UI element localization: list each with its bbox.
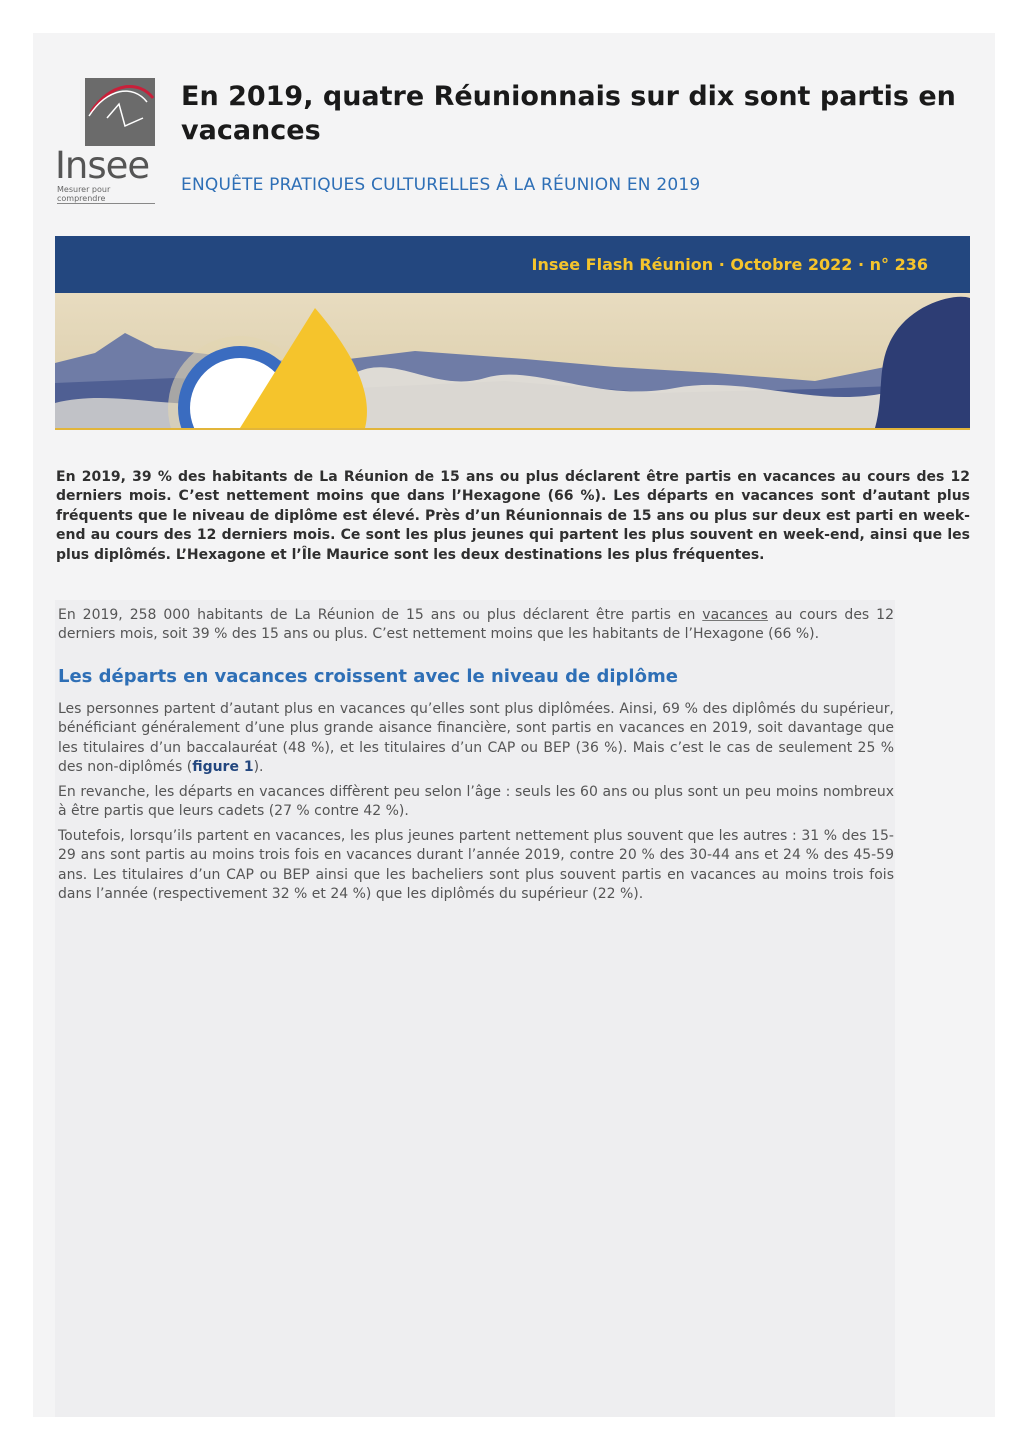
figure-1-link[interactable]: figure 1	[192, 759, 254, 776]
section-paragraph-2: En revanche, les départs en vacances diffèrent peu selon l’âge : seuls les 60 ans ou plus sont un peu moins nombreux à être partis que leurs cadets (27 % contre 42 %).	[58, 784, 894, 820]
logo-tagline: Mesurer pour comprendre	[57, 185, 155, 204]
page-title: En 2019, quatre Réunionnais sur dix sont partis en vacances	[181, 81, 956, 146]
logo-wordmark: Insee	[55, 144, 150, 187]
section-paragraph-3: Toutefois, lorsqu’ils partent en vacances, les plus jeunes partent nettement plus souvent que les autres : 31 % des 15-29 ans sont partis au moins trois fois en vacances durant l’année 2019, contre 20 % des 30-44 ans et 24 % des 45-59 ans. Les titulaires d’un CAP ou BEP ainsi que les bacheliers sont plus souvent partis en vacances au moins trois fois dans l’année (respectivement 32 % et 24 %) que les diplômés du supérieur (22 %).	[58, 828, 894, 903]
insee-logo[interactable]	[55, 78, 157, 203]
summary-paragraph: En 2019, 39 % des habitants de La Réunion de 15 ans ou plus déclarent être partis en vacances au cours des 12 derniers mois. C’est nettement moins que dans l’Hexagone (66 %). Les départs en vacances sont d’autant plus fréquents que le niveau de diplôme est élevé. Près d’un Réunionnais de 15 ans ou plus sur deux est parti en week-end au cours des 12 derniers mois. Ce sont les plus jeunes qui partent les plus souvent en week-end, ainsi que les plus diplômés. L’Hexagone et l’Île Maurice sont les deux destinations les plus fréquentes.	[56, 469, 970, 563]
intro-paragraph	[58, 606, 894, 645]
p1-text-before: Les personnes partent d’autant plus en vacances qu’elles sont plus diplômées. Ainsi, 69 % des diplômés du supérieur, bénéficiant généralement d’une plus grande aisance financière, sont partis en vacances en 2019, soit davantage que les titulaires d’un baccalauréat (48 %), et les titulaires d’un CAP ou BEP (36 %). Mais c’est le cas de seulement 25 % des non-diplômés (	[58, 701, 894, 776]
publication-band	[55, 236, 970, 293]
survey-subtitle: ENQUÊTE PRATIQUES CULTURELLES À LA RÉUNION EN 2019	[181, 175, 701, 195]
logo-mark-icon	[85, 78, 155, 146]
intro-text-before: En 2019, 258 000 habitants de La Réunion de 15 ans ou plus déclarent être partis en	[58, 607, 703, 623]
intro-text-after: au cours des 12 derniers mois, soit 39 % des 15 ans ou plus. C’est nettement moins que les habitants de l’Hexagone (66 %).	[58, 607, 894, 643]
p1-text-after: ).	[253, 759, 264, 776]
publication-label: Insee Flash Réunion · Octobre 2022 · n° 236	[531, 255, 928, 274]
banner-image	[55, 293, 970, 430]
section-heading: Les départs en vacances croissent avec le niveau de diplôme	[58, 666, 678, 687]
section-paragraph-1	[58, 700, 894, 778]
vacances-link[interactable]: vacances	[702, 607, 768, 623]
